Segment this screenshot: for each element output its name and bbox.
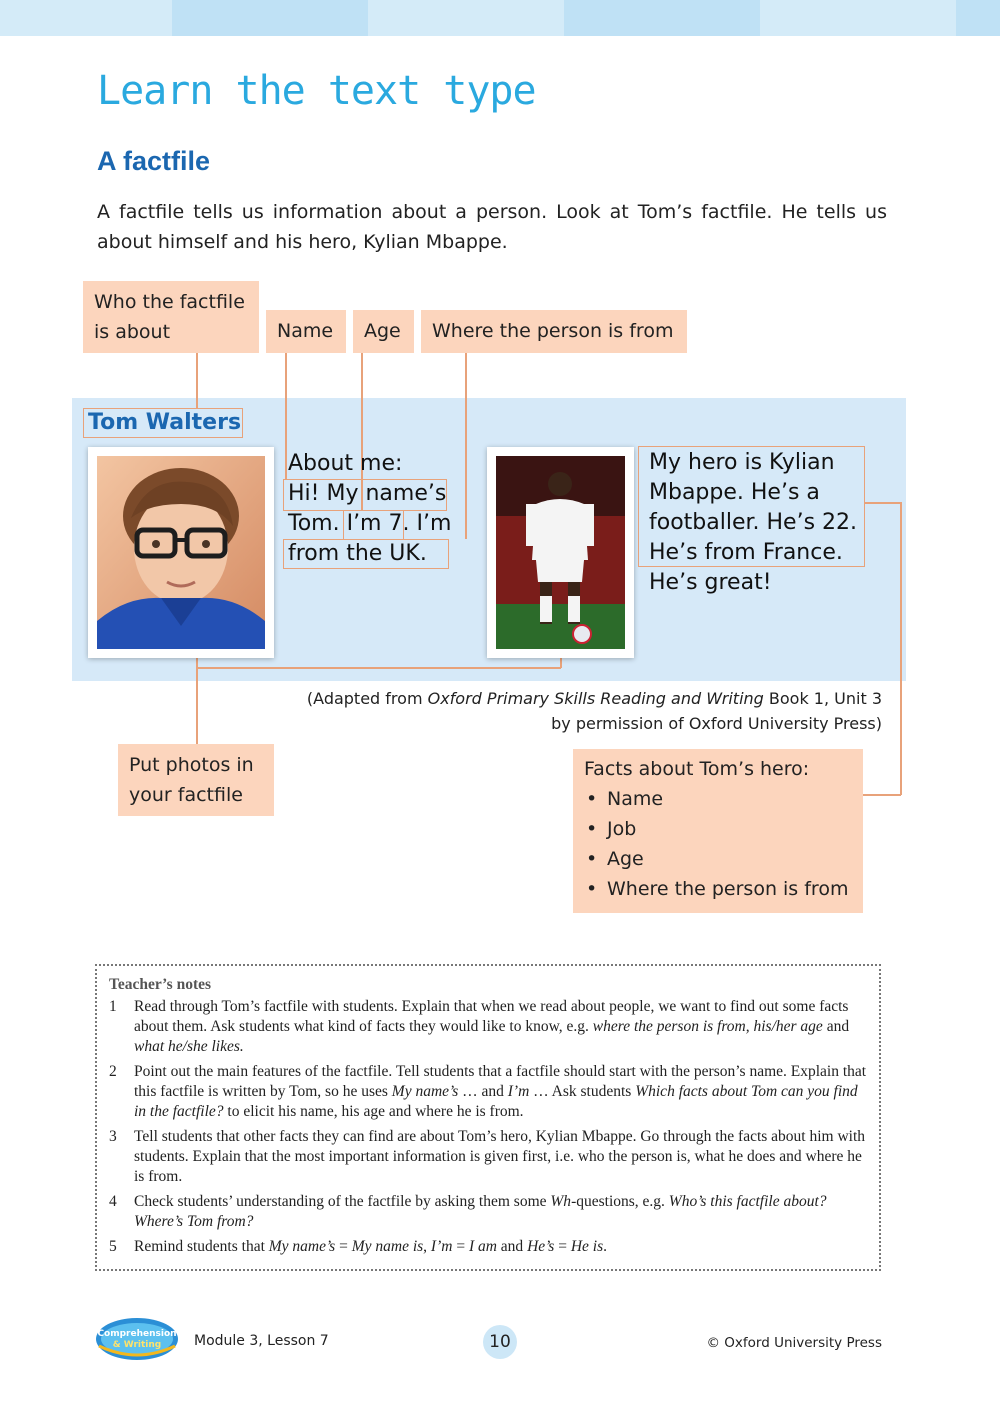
person-name: Tom Walters — [83, 408, 243, 438]
copyright: © Oxford University Press — [706, 1335, 882, 1351]
intro-paragraph: A factfile tells us information about a person. Look at Tom’s factfile. He tells us about himself and his hero, Kylian Mbappe. — [97, 201, 887, 253]
connector-line — [900, 502, 902, 795]
credit-book-title: Oxford Primary Skills Reading and Writing — [427, 689, 764, 708]
notes-item-text: Check students’ understanding of the factfile by asking them some Wh-questions, e.g. Who’s this factfile about? Where’s Tom from? — [134, 1193, 827, 1230]
notes-item-text: Tell students that other facts they can find are about Tom’s hero, Kylian Mbappe. Go through the facts about him with students. Explain that the most important information is given first, i.e. who the person is, what he does and where he is from. — [134, 1128, 866, 1185]
about-line-3: Tom. I’m 7. I’m — [288, 511, 452, 536]
hero-facts-list — [584, 784, 852, 904]
top-bar-segment — [0, 0, 172, 36]
logo-text-line-2: & Writing — [112, 1340, 162, 1350]
about-line-2: Hi! My name’s — [288, 481, 447, 506]
credit-line-2: by permission of Oxford University Press) — [551, 714, 882, 733]
notes-item — [109, 1237, 867, 1257]
notes-item-number: 2 — [109, 1063, 117, 1080]
hero-facts-heading: Facts about Tom’s hero: — [584, 758, 810, 780]
footballer-photo-icon — [496, 456, 625, 649]
label-text: Put photos in your factfile — [129, 754, 254, 806]
credit-prefix: (Adapted from — [306, 689, 428, 708]
notes-item-text: Remind students that My name’s = My name is, I’m = I am and He’s = He is. — [134, 1238, 608, 1255]
notes-item — [109, 997, 867, 1057]
module-lesson: Module 3, Lesson 7 — [194, 1333, 329, 1349]
top-bar-segment — [760, 0, 956, 36]
label-where-from — [421, 310, 687, 353]
label-put-photos — [118, 744, 274, 816]
label-who-factfile-about — [83, 281, 259, 353]
hero-text: My hero is Kylian Mbappe. He’s a footballer. He’s 22. He’s from France. He’s great! — [649, 450, 858, 595]
connector-line — [196, 658, 198, 744]
notes-list — [109, 997, 867, 1257]
top-bar-segment — [368, 0, 564, 36]
source-credit — [307, 686, 882, 736]
top-color-bar — [0, 0, 1000, 36]
label-text: Age — [364, 320, 401, 342]
credit-suffix: Book 1, Unit 3 — [763, 689, 882, 708]
from-highlight-box — [283, 539, 449, 569]
connector-line — [560, 658, 562, 668]
teachers-notes — [95, 964, 881, 1271]
name-highlight-box — [283, 479, 447, 511]
boy-portrait-photo-icon — [97, 456, 265, 649]
label-text: Name — [277, 320, 334, 342]
section-subtitle: A factfile — [97, 146, 211, 176]
notes-item-number: 5 — [109, 1238, 117, 1255]
about-line-1: About me: — [288, 451, 403, 476]
notes-item — [109, 1127, 867, 1187]
notes-item — [109, 1062, 867, 1122]
connector-line — [285, 353, 287, 479]
notes-item-text: Point out the main features of the factfile. Tell students that a factfile should start with the person’s name. Explain that this factfile is written by Tom, so he uses My name’s … and I’m … Ask students Which facts about Tom can you find in the factfile? to elicit his name, his age and where he is from. — [134, 1063, 867, 1120]
top-bar-segment — [956, 0, 1000, 36]
hero-photo — [487, 447, 634, 658]
page-title: Learn the text type — [97, 68, 536, 114]
notes-item-number: 3 — [109, 1128, 117, 1145]
page-number: 10 — [483, 1325, 517, 1359]
notes-item-number: 1 — [109, 998, 117, 1015]
age-highlight-box — [343, 510, 404, 540]
connector-line — [865, 502, 901, 504]
connector-line — [196, 667, 561, 669]
series-logo — [95, 1316, 179, 1366]
notes-item — [109, 1192, 867, 1232]
connector-line — [465, 353, 467, 539]
label-age — [353, 310, 414, 353]
label-text: Who the factfile is about — [94, 291, 245, 343]
connector-line — [863, 794, 901, 796]
credit-line-1 — [307, 686, 882, 711]
list-item: • Name — [584, 784, 852, 814]
list-item: • Job — [584, 814, 852, 844]
notes-heading: Teacher’s notes — [109, 976, 212, 993]
list-item: • Age — [584, 844, 852, 874]
about-line-4: from the UK. — [288, 541, 427, 566]
connector-line — [196, 353, 198, 409]
top-bar-segment — [564, 0, 760, 36]
hero-facts-box — [573, 749, 863, 913]
notes-item-text: Read through Tom’s factfile with students. Explain that when we read about people, we want to find out some facts about them. Ask students what kind of facts they would like to know, e.g. where the person is from, his/her age and what he/she likes. — [134, 998, 850, 1055]
notes-item-number: 4 — [109, 1193, 117, 1210]
tom-photo — [88, 447, 274, 658]
label-text: Where the person is from — [432, 320, 674, 342]
logo-text-line-1: Comprehension — [97, 1329, 177, 1339]
list-item: • Where the person is from — [584, 874, 852, 904]
label-name — [266, 310, 346, 353]
comprehension-writing-logo-icon — [95, 1316, 179, 1362]
top-bar-segment — [172, 0, 368, 36]
